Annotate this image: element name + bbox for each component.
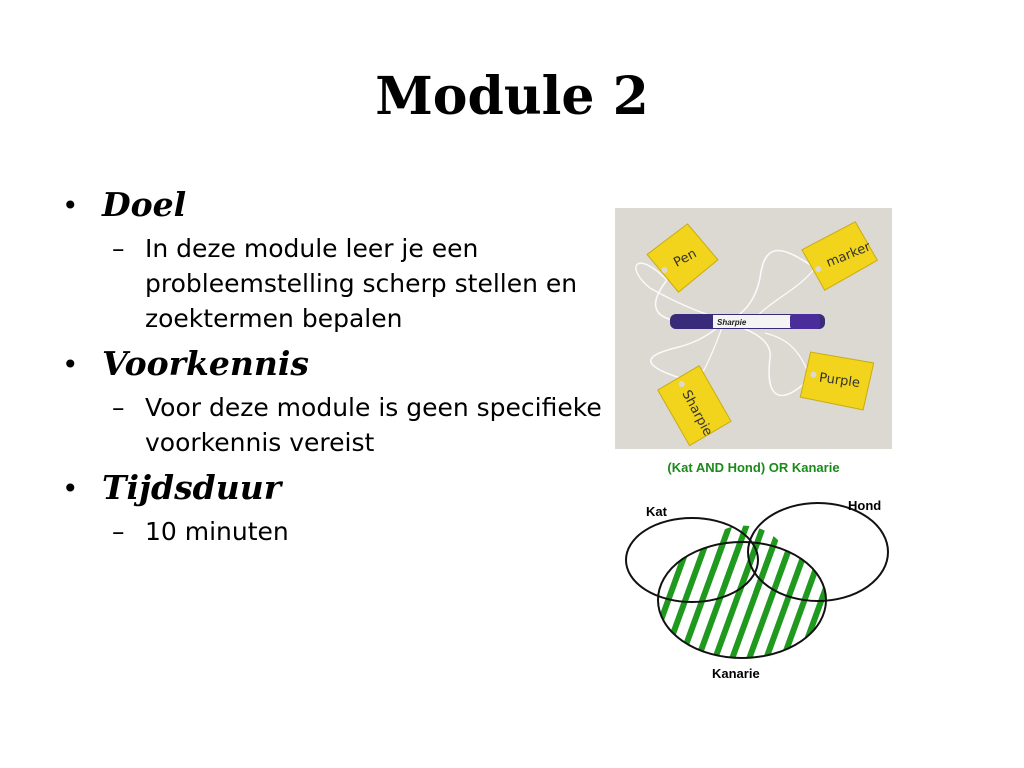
bullet-heading: Voorkennis xyxy=(102,344,309,383)
sub-bullet-text: 10 minuten xyxy=(145,517,289,546)
venn-label-hond: Hond xyxy=(848,498,882,513)
bullet-tijdsduur xyxy=(60,466,620,510)
venn-caption: (Kat AND Hond) OR Kanarie xyxy=(667,460,840,475)
sub-bullet xyxy=(60,390,620,460)
pen-brand-label: Sharpie xyxy=(717,318,747,327)
tag-label: marker xyxy=(824,239,873,271)
bullet-dot-icon: • xyxy=(62,189,79,222)
bullet-heading: Tijdsduur xyxy=(102,468,282,507)
dash-icon: – xyxy=(112,517,125,546)
dash-icon: – xyxy=(112,234,125,263)
sharpie-pen xyxy=(670,314,825,329)
tag-label: Pen xyxy=(671,246,700,271)
slide-title: Module 2 xyxy=(375,66,649,127)
bullet-voorkennis xyxy=(60,342,620,386)
venn-label-kanarie: Kanarie xyxy=(712,666,760,681)
sub-bullet-text: Voor deze module is geen specifieke voorkennis vereist xyxy=(145,393,602,457)
dash-icon: – xyxy=(112,393,125,422)
bullet-dot-icon: • xyxy=(62,472,79,505)
bullet-dot-icon: • xyxy=(62,348,79,381)
bullet-list xyxy=(60,183,620,555)
sub-bullet xyxy=(60,514,620,549)
tag-label: Sharpie xyxy=(678,387,716,439)
sub-bullet xyxy=(60,231,620,336)
tag-label: Purple xyxy=(818,370,861,392)
bullet-doel xyxy=(60,183,620,227)
tags-photo xyxy=(615,208,892,449)
venn-label-kat: Kat xyxy=(646,504,667,519)
venn-diagram xyxy=(620,490,900,690)
sub-bullet-text: In deze module leer je een probleemstelling scherp stellen en zoektermen bepalen xyxy=(145,234,578,333)
bullet-heading: Doel xyxy=(102,185,187,224)
